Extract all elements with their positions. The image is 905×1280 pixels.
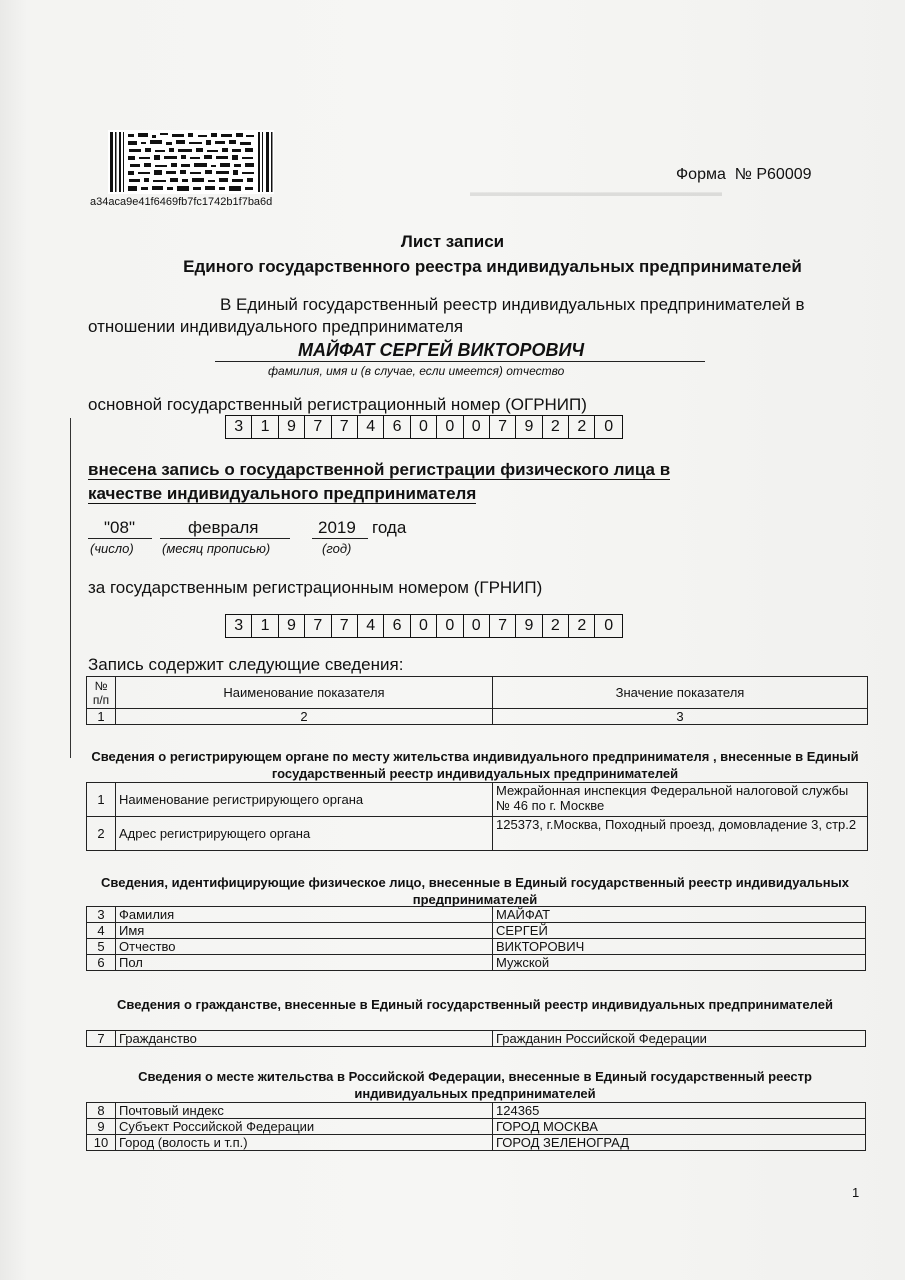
- form-code: № Р60009: [734, 166, 812, 183]
- digit-box: 0: [437, 615, 463, 637]
- row-label: Адрес регистрирующего органа: [116, 817, 493, 851]
- digit-box: 7: [490, 416, 516, 438]
- grnip-digit-boxes: [225, 614, 623, 638]
- date-month-line: [160, 538, 290, 539]
- table-residence: [86, 1102, 866, 1151]
- digit-box: 0: [411, 416, 437, 438]
- row-number: 3: [87, 907, 116, 923]
- row-number: 4: [87, 923, 116, 939]
- digit-box: 4: [358, 416, 384, 438]
- digit-box: 0: [437, 416, 463, 438]
- row-value: Межрайонная инспекция Федеральной налоговой службы № 46 по г. Москве: [493, 783, 868, 817]
- row-label: Город (волость и т.п.): [116, 1135, 493, 1151]
- table-registering-authority: [86, 782, 868, 851]
- bleed-through: ▬▬▬▬▬▬▬▬▬▬▬▬▬▬▬▬▬▬▬▬▬: [470, 185, 722, 199]
- digit-box: 2: [569, 416, 595, 438]
- table-row: [87, 783, 868, 817]
- row-value: 124365: [493, 1103, 866, 1119]
- row-value: ГОРОД ЗЕЛЕНОГРАД: [493, 1135, 866, 1151]
- table-row: [87, 955, 866, 971]
- intro-line-2: отношении индивидуального предпринимателя: [88, 317, 464, 336]
- col-name-header: Наименование показателя: [116, 677, 493, 709]
- digit-box: 2: [569, 615, 595, 637]
- digit-box: 0: [464, 416, 490, 438]
- table-person-identification: [86, 906, 866, 971]
- digit-box: 3: [226, 615, 252, 637]
- row-value: ГОРОД МОСКВА: [493, 1119, 866, 1135]
- table-row: [87, 907, 866, 923]
- date-day-line: [88, 538, 152, 539]
- section-registering-authority: Сведения о регистрирующем органе по месту жительства индивидуального предпринимателя , внесенные в Единый государственный реестр индивидуальных предпринимателей: [91, 749, 859, 781]
- date-month: февраля: [188, 518, 259, 537]
- row-number: 5: [87, 939, 116, 955]
- digit-box: 6: [384, 615, 410, 637]
- row-label: Почтовый индекс: [116, 1103, 493, 1119]
- record-statement: [88, 458, 670, 506]
- col-value-header: Значение показателя: [493, 677, 868, 709]
- name-underline: [215, 361, 705, 362]
- index-1: 1: [87, 709, 116, 725]
- section-person-identification: Сведения, идентифицирующие физическое лицо, внесенные в Единый государственный реестр индивидуальных предпринимателей: [101, 875, 849, 907]
- table-row: [87, 923, 866, 939]
- date-year-caption: (год): [322, 541, 352, 556]
- form-label: Форма: [676, 166, 726, 183]
- digit-box: 7: [490, 615, 516, 637]
- digit-box: 0: [604, 617, 614, 634]
- contains-label: Запись содержит следующие сведения:: [88, 655, 404, 674]
- digit-box: 0: [411, 615, 437, 637]
- table-row: [87, 817, 868, 851]
- index-3: 3: [493, 709, 868, 725]
- table-row: [87, 1135, 866, 1151]
- digit-box: 3: [226, 416, 252, 438]
- digit-box: 1: [252, 615, 278, 637]
- digit-box: 2: [543, 416, 569, 438]
- page-number: 1: [852, 1185, 860, 1200]
- col-number-header: № п/п: [87, 677, 116, 709]
- document-title: Лист записи: [400, 232, 505, 251]
- row-value: Мужской: [493, 955, 866, 971]
- digit-box: 9: [516, 416, 542, 438]
- row-number: 1: [87, 783, 116, 817]
- digit-box: 7: [332, 416, 358, 438]
- digit-box: 6: [384, 416, 410, 438]
- record-line-2: качестве индивидуального предпринимателя: [88, 484, 477, 503]
- row-number: 9: [87, 1119, 116, 1135]
- row-value: Гражданин Российской Федерации: [493, 1031, 866, 1047]
- table-row: [87, 1103, 866, 1119]
- section-residence: Сведения о месте жительства в Российской Федерации, внесенные в Единый государственный реестр индивидуальных предпринимателей: [138, 1069, 812, 1101]
- barcode-id: a34aca9e41f6469fb7fc1742b1f7ba6d: [90, 196, 273, 208]
- ogrnip-label: основной государственный регистрационный номер (ОГРНИП): [88, 395, 587, 414]
- ogrnip-digit-boxes: [225, 415, 623, 439]
- digit-box: 0: [464, 615, 490, 637]
- row-number: 10: [87, 1135, 116, 1151]
- table-row: [87, 939, 866, 955]
- record-line-1: внесена запись о государственной регистрации физического лица в: [88, 460, 671, 479]
- row-number: 6: [87, 955, 116, 971]
- section-citizenship: Сведения о гражданстве, внесенные в Единый государственный реестр индивидуальных предпринимателей: [117, 997, 833, 1012]
- row-label: Наименование регистрирующего органа: [116, 783, 493, 817]
- document-subtitle: Единого государственного реестра индивидуальных предпринимателей: [183, 257, 802, 276]
- date-year-suffix: года: [372, 518, 407, 537]
- digit-box: 7: [305, 615, 331, 637]
- row-number: 8: [87, 1103, 116, 1119]
- intro-line-1: В Единый государственный реестр индивидуальных предпринимателей в: [220, 295, 805, 314]
- row-label: Гражданство: [116, 1031, 493, 1047]
- name-caption: фамилия, имя и (в случае, если имеется) отчество: [268, 364, 565, 378]
- header-table: [86, 676, 868, 725]
- row-value: ВИКТОРОВИЧ: [493, 939, 866, 955]
- header-row: [87, 677, 868, 709]
- table-row: [87, 1119, 866, 1135]
- row-value: СЕРГЕЙ: [493, 923, 866, 939]
- digit-box: 9: [279, 615, 305, 637]
- barcode-image: [108, 130, 274, 194]
- index-2: 2: [116, 709, 493, 725]
- digit-box: 0: [604, 418, 614, 435]
- digit-box: 7: [305, 416, 331, 438]
- row-label: Субъект Российской Федерации: [116, 1119, 493, 1135]
- digit-box: 9: [516, 615, 542, 637]
- row-label: Имя: [116, 923, 493, 939]
- index-row: [87, 709, 868, 725]
- row-number: 2: [87, 817, 116, 851]
- date-month-caption: (месяц прописью): [162, 541, 271, 556]
- digit-box: 7: [332, 615, 358, 637]
- digit-box: 4: [358, 615, 384, 637]
- digit-box: 2: [543, 615, 569, 637]
- date-day-caption: (число): [90, 541, 134, 556]
- date-year-line: [312, 538, 368, 539]
- row-label: Отчество: [116, 939, 493, 955]
- row-value: 125373, г.Москва, Походный проезд, домовладение 3, стр.2: [493, 817, 868, 851]
- date-day: "08": [104, 518, 135, 537]
- table-citizenship: [86, 1030, 866, 1047]
- row-number: 7: [87, 1031, 116, 1047]
- digit-box: 9: [279, 416, 305, 438]
- person-name: МАЙФАТ СЕРГЕЙ ВИКТОРОВИЧ: [298, 340, 585, 360]
- form-number: [676, 166, 812, 184]
- table-row: [87, 1031, 866, 1047]
- grnip-label: за государственным регистрационным номером (ГРНИП): [88, 578, 543, 597]
- digit-box: 1: [252, 416, 278, 438]
- row-label: Фамилия: [116, 907, 493, 923]
- date-year: 2019: [318, 518, 356, 537]
- row-label: Пол: [116, 955, 493, 971]
- margin-line: [70, 418, 71, 758]
- row-value: МАЙФАТ: [493, 907, 866, 923]
